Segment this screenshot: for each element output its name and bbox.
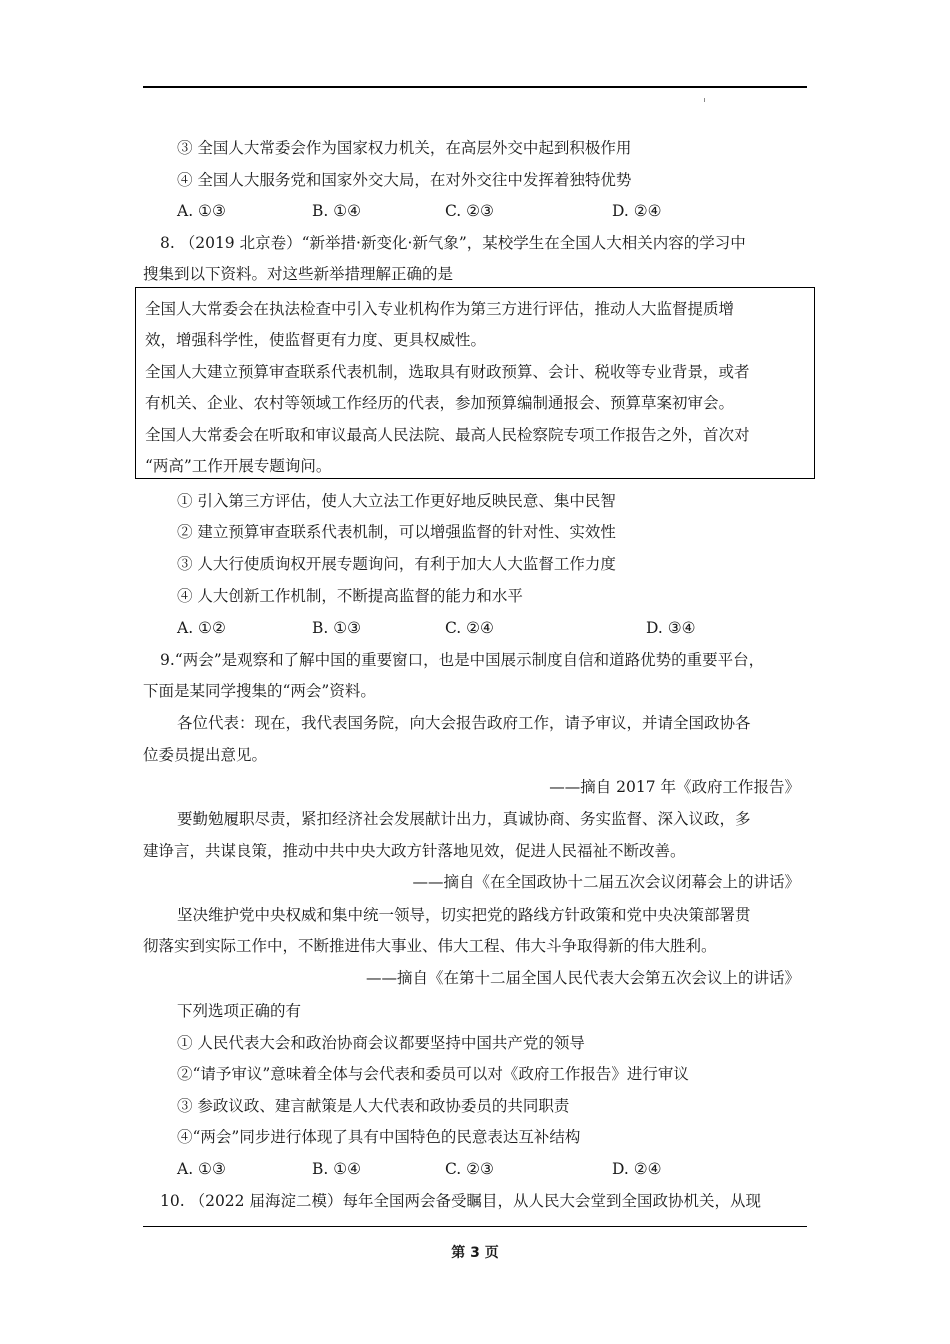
q8-item-3: ③ 人大行使质询权开展专题询问，有利于加大人大监督工作力度 [177, 555, 616, 573]
q7-item-4: ④ 全国人大服务党和国家外交大局，在对外交往中发挥着独特优势 [177, 171, 632, 189]
q8-item-4: ④ 人大创新工作机制，不断提高监督的能力和水平 [177, 587, 523, 605]
q9-quote-3-line-1: 坚决维护党中央权威和集中统一领导，切实把党的路线方针政策和党中央决策部署贯 [177, 906, 751, 924]
q9-option-b: B. ①④ [312, 1160, 362, 1178]
q9-option-a: A. ①③ [177, 1160, 226, 1178]
q8-option-a: A. ①② [177, 619, 226, 637]
q8-option-d: D. ③④ [646, 619, 696, 637]
q9-item-4: ④“两会”同步进行体现了具有中国特色的民意表达互补结构 [177, 1128, 581, 1146]
q9-stem-line-2: 下面是某同学搜集的“两会”资料。 [143, 682, 376, 700]
q8-box-p3-line-2: “两高”工作开展专题询问。 [145, 457, 332, 475]
q8-stem-line-2: 搜集到以下资料。对这些新举措理解正确的是 [143, 265, 454, 283]
q9-quote-1-line-1: 各位代表：现在，我代表国务院，向大会报告政府工作，请予审议，并请全国政协各 [177, 714, 751, 732]
q9-stem-line-1: 9.“两会”是观察和了解中国的重要窗口，也是中国展示制度自信和道路优势的重要平台， [160, 651, 765, 669]
q9-quote-1-line-2: 位委员提出意见。 [143, 746, 268, 764]
q8-stem-line-1: 8. （2019 北京卷）“新举措·新变化·新气象”，某校学生在全国人大相关内容的学习中 [160, 234, 746, 252]
q8-box-p2-line-2: 有机关、企业、农村等领域工作经历的代表，参加预算编制通报会、预算草案初审会。 [145, 394, 735, 412]
q7-item-3: ③ 全国人大常委会作为国家权力机关，在高层外交中起到积极作用 [177, 139, 632, 157]
footer-rule [143, 1226, 807, 1227]
q10-stem-line-1: 10. （2022 届海淀二模）每年全国两会备受瞩目，从人民大会堂到全国政协机关，从现 [160, 1192, 761, 1210]
q8-item-2: ② 建立预算审查联系代表机制，可以增强监督的针对性、实效性 [177, 523, 616, 541]
q7-option-b: B. ①④ [312, 202, 362, 220]
q9-prompt: 下列选项正确的有 [177, 1002, 302, 1020]
q7-option-d: D. ②④ [612, 202, 662, 220]
q8-option-c: C. ②④ [445, 619, 494, 637]
q7-option-c: C. ②③ [445, 202, 494, 220]
q9-option-d: D. ②④ [612, 1160, 662, 1178]
q9-source-3: ——摘自《在第十二届全国人民代表大会第五次会议上的讲话》 [365, 969, 800, 987]
q9-option-c: C. ②③ [445, 1160, 494, 1178]
q9-quote-2-line-1: 要勤勉履职尽责，紧扣经济社会发展献计出力，真诚协商、务实监督、深入议政，多 [177, 810, 751, 828]
q9-quote-3-line-2: 彻落实到实际工作中，不断推进伟大事业、伟大工程、伟大斗争取得新的伟大胜利。 [143, 937, 717, 955]
q9-item-3: ③ 参政议政、建言献策是人大代表和政协委员的共同职责 [177, 1097, 570, 1115]
q9-source-1: ——摘自 2017 年《政府工作报告》 [549, 778, 800, 796]
q9-item-2: ②“请予审议”意味着全体与会代表和委员可以对《政府工作报告》进行审议 [177, 1065, 689, 1083]
q7-option-a: A. ①③ [177, 202, 226, 220]
header-mark [704, 98, 705, 102]
q8-option-b: B. ①③ [312, 619, 362, 637]
header-rule [143, 86, 807, 88]
q8-box-p1-line-1: 全国人大常委会在执法检查中引入专业机构作为第三方进行评估，推动人大监督提质增 [145, 300, 735, 318]
q8-box-p1-line-2: 效，增强科学性，使监督更有力度、更具权威性。 [145, 331, 487, 349]
q8-box-p2-line-1: 全国人大建立预算审查联系代表机制，选取具有财政预算、会计、税收等专业背景，或者 [145, 363, 750, 381]
q9-quote-2-line-2: 建诤言，共谋良策，推动中共中央大政方针落地见效，促进人民福祉不断改善。 [143, 842, 686, 860]
q8-box-p3-line-1: 全国人大常委会在听取和审议最高人民法院、最高人民检察院专项工作报告之外，首次对 [145, 426, 750, 444]
q9-item-1: ① 人民代表大会和政治协商会议都要坚持中国共产党的领导 [177, 1034, 585, 1052]
q8-item-1: ① 引入第三方评估，使人大立法工作更好地反映民意、集中民智 [177, 492, 616, 510]
page-number: 第 3 页 [451, 1245, 499, 1261]
q9-source-2: ——摘自《在全国政协十二届五次会议闭幕会上的讲话》 [412, 873, 800, 891]
